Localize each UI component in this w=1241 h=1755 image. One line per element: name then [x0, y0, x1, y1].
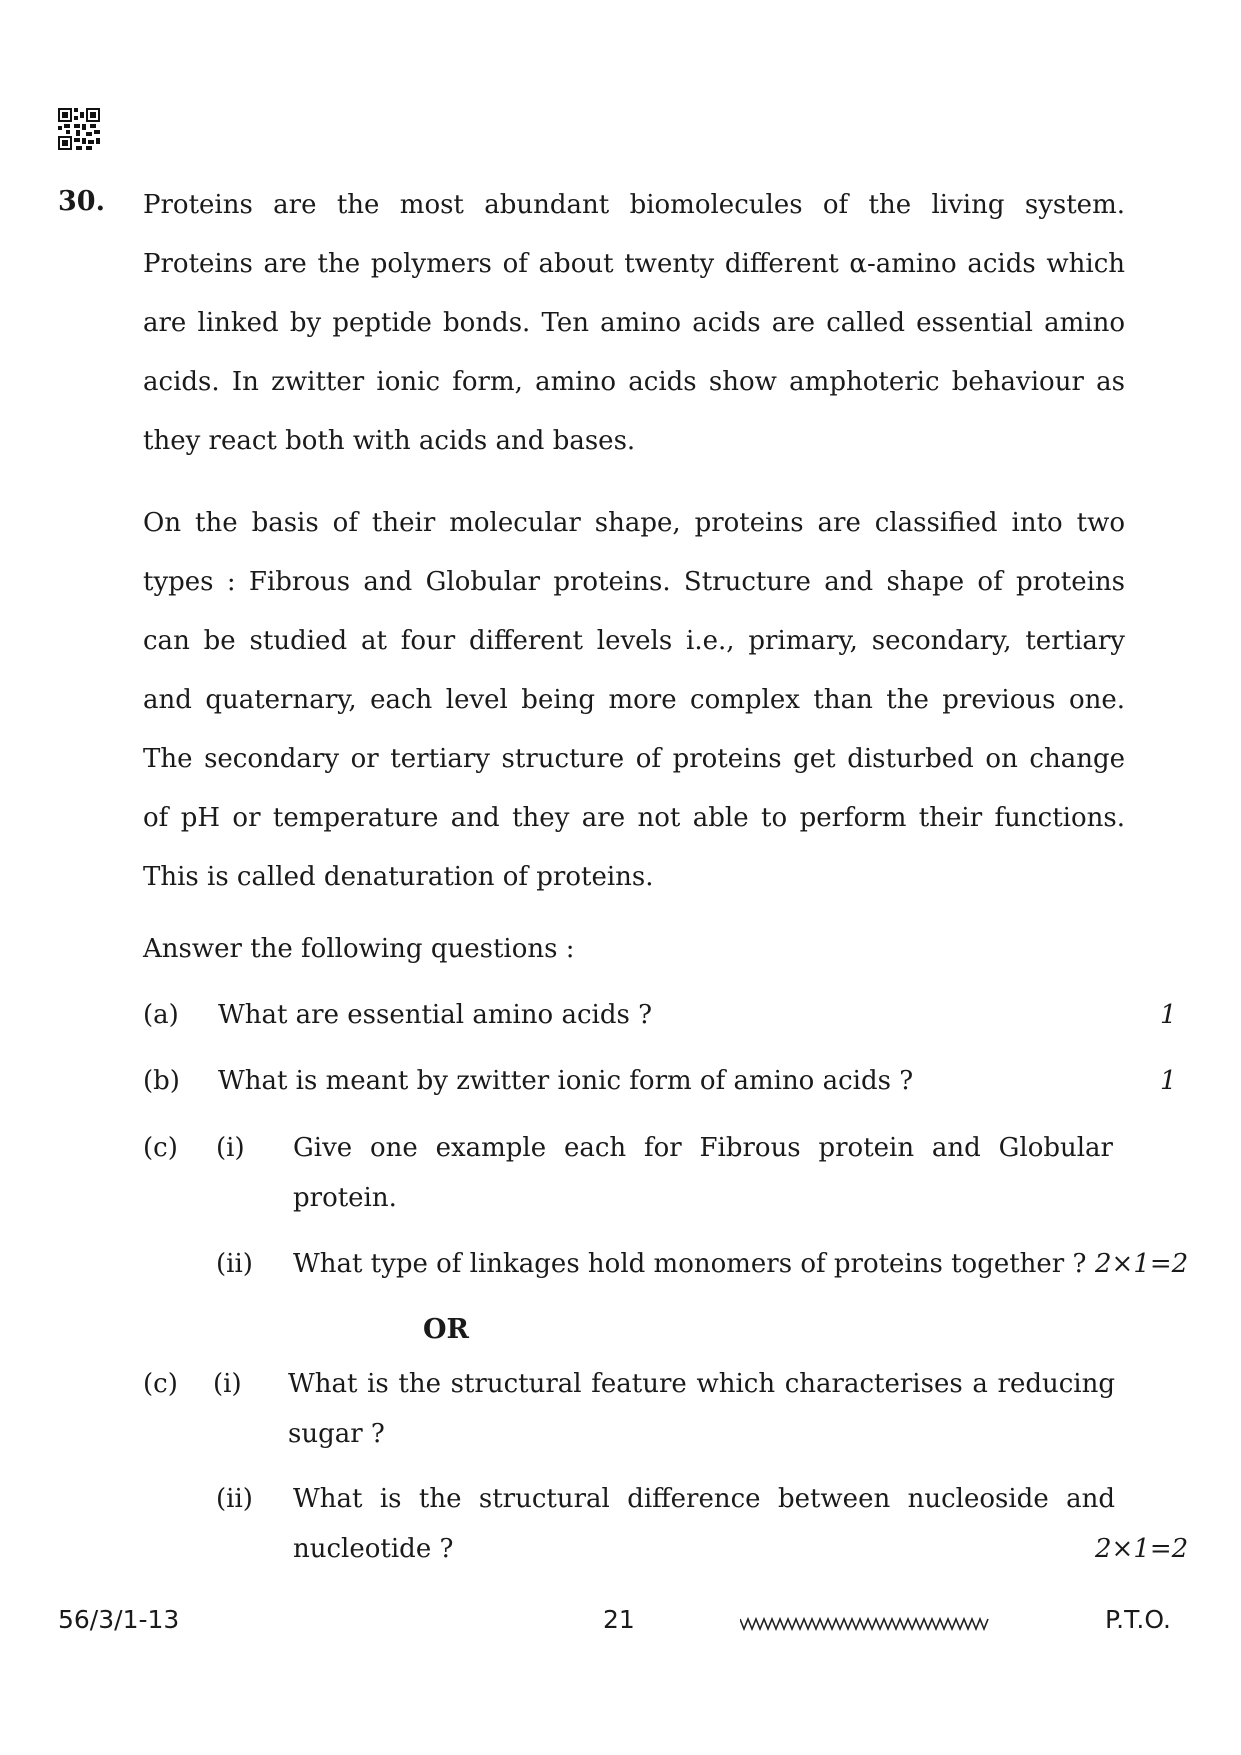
passage-paragraph-1: Proteins are the most abundant biomolecules of the living system. Proteins are the polymers of about twenty different α-amino acids which are linked by peptide bonds. Ten amino acids are called essential amino acids. In zwitter ionic form, amino acids show amphoteric behaviour as they react both with acids and bases. [143, 190, 1125, 456]
part-c-alt-ii-text: What is the structural difference between nucleoside and nucleotide ? [293, 1484, 1115, 1564]
part-c-i-text: Give one example each for Fibrous protein and Globular protein. [293, 1133, 1113, 1213]
part-a-label: (a) [143, 1000, 179, 1030]
part-b-text: What is meant by zwitter ionic form of amino acids ? [218, 1066, 914, 1096]
part-c-alt-marks: 2×1=2 [1095, 1534, 1189, 1564]
passage-paragraph-2: On the basis of their molecular shape, proteins are classified into two types : Fibrous and Globular proteins. Structure and shape of proteins can be studied at four different levels i.e., primary, secondary, tertiary and quaternary, each level being more complex than the previous one. The secondary or tertiary structure of proteins get disturbed on change of pH or temperature and they are not able to perform their functions. This is called denaturation of proteins. [143, 508, 1125, 892]
qr-code-icon [58, 108, 100, 150]
part-c-label: (c) [143, 1133, 178, 1163]
part-c-ii-text: What type of linkages hold monomers of proteins together ? [293, 1249, 1087, 1279]
part-c-alt-i-text: What is the structural feature which characterises a reducing sugar ? [288, 1369, 1115, 1449]
part-c-marks: 2×1=2 [1095, 1249, 1189, 1279]
part-c-ii-label: (ii) [216, 1249, 253, 1279]
part-c-alt-label: (c) [143, 1369, 178, 1399]
instruction-text: Answer the following questions : [143, 934, 575, 964]
paper-code: 56/3/1-13 [58, 1605, 180, 1634]
part-c-alt-ii-label: (ii) [216, 1484, 253, 1514]
question-number: 30. [58, 186, 105, 217]
wavy-line-icon [740, 1617, 992, 1631]
part-b-label: (b) [143, 1066, 180, 1096]
or-separator: OR [423, 1314, 469, 1345]
part-b-marks: 1 [1160, 1066, 1177, 1096]
part-c-alt-i-label: (i) [213, 1369, 242, 1399]
part-c-i-label: (i) [216, 1133, 245, 1163]
pto-label: P.T.O. [1105, 1605, 1171, 1634]
part-a-text: What are essential amino acids ? [218, 1000, 653, 1030]
page-number: 21 [603, 1605, 635, 1634]
part-a-marks: 1 [1160, 1000, 1177, 1030]
